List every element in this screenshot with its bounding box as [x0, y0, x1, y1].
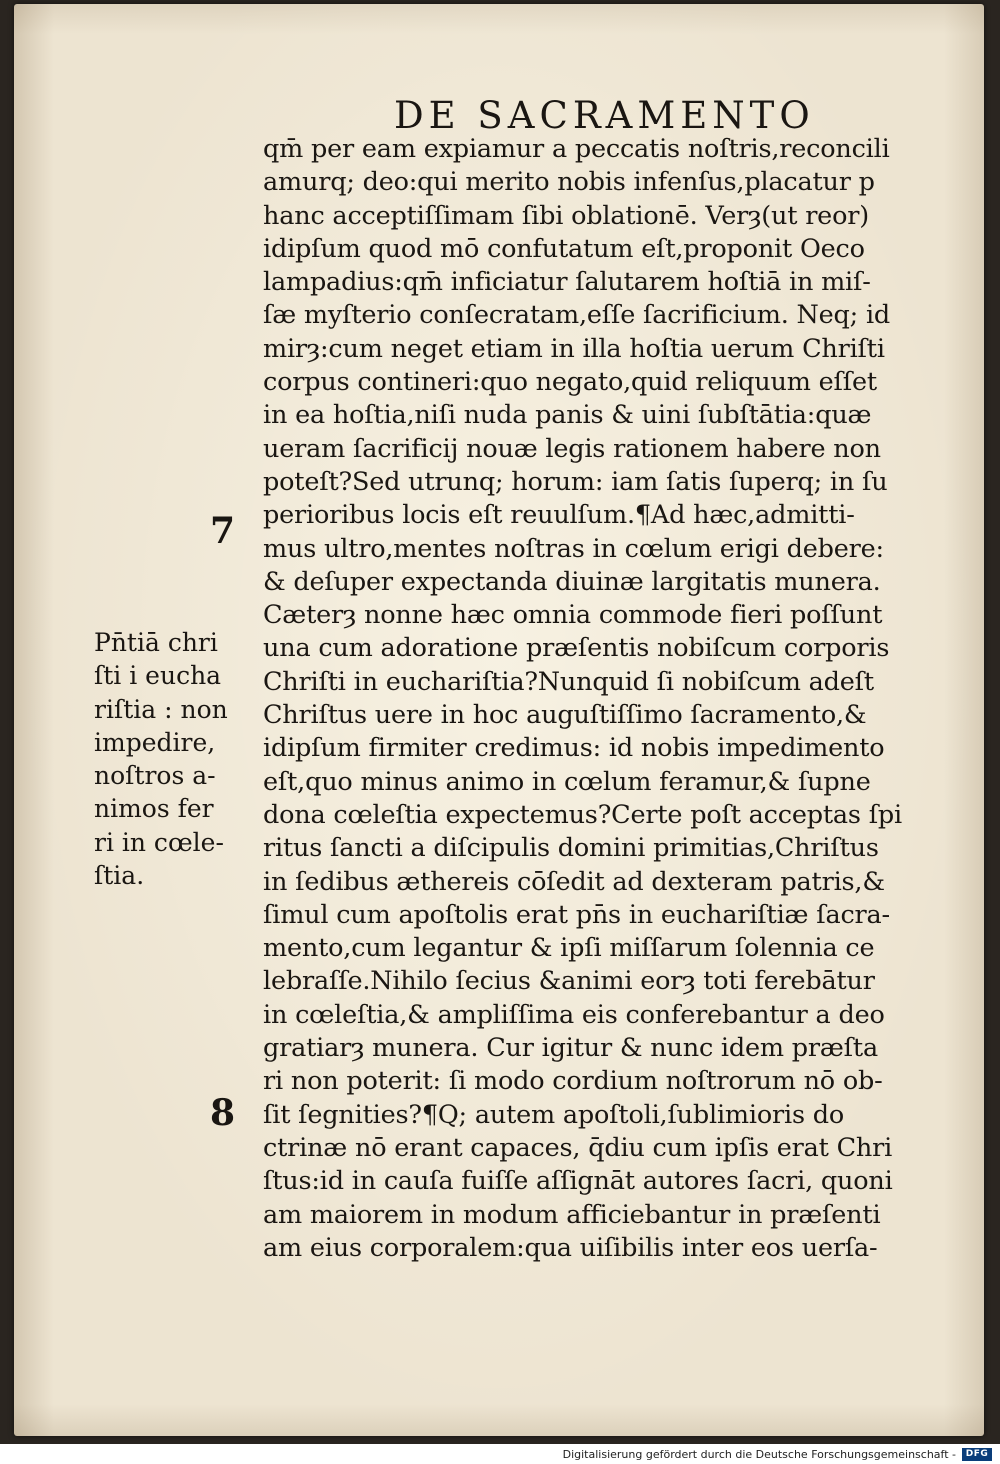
text-line: ſæ myſterio conſecratam,eſſe ſacrificium. Neq; id	[263, 300, 891, 331]
text-line: ctrinæ nō erant capaces, q̄diu cum ipſis erat Chri	[263, 1132, 893, 1163]
text-line: mento,cum legantur & ipſi miſſarum ſolennia ce	[263, 933, 875, 964]
marginal-line: impedire,	[94, 727, 216, 757]
marginal-line: ri in cœle-	[94, 827, 224, 857]
book-page	[14, 4, 984, 1436]
text-line: Chriſtus uere in hoc auguſtiſſimo ſacramento,&	[263, 700, 867, 731]
text-line: eſt,quo minus animo in cœlum feramur,& ſupne	[263, 766, 871, 797]
digitization-credit: Digitalisierung gefördert durch die Deutsche Forschungsgemeinschaft -	[562, 1448, 956, 1461]
text-line: ritus ſancti a diſcipulis domini primitias,Chriſtus	[263, 833, 879, 864]
text-line: ſimul cum apoſtolis erat pn̄s in euchariſtiæ ſacra-	[263, 899, 890, 930]
text-line: mirȝ:cum neget etiam in illa hoſtia uerum Chriſti	[263, 333, 885, 364]
section-number-8: 8	[210, 1092, 236, 1134]
text-line: idipſum quod mō confutatum eſt,proponit Oeco	[263, 233, 865, 264]
text-line: Chriſti in euchariſtia?Nunquid ſi nobiſcum adeſt	[263, 666, 874, 697]
marginal-line: ſtia.	[94, 861, 145, 891]
text-line: lampadius:qm̄ inficiatur ſalutarem hoſtiā in miſ-	[263, 267, 871, 298]
text-line: am maiorem in modum afficiebantur in præſenti	[263, 1199, 881, 1230]
text-line: lebraſſe.Nihilo ſecius &animi eorȝ toti ferebātur	[263, 966, 875, 997]
text-line: ſtus:id in cauſa fuiſſe aſſignāt autores ſacri, quoni	[263, 1166, 893, 1197]
text-line: mus ultro,mentes noſtras in cœlum erigi debere:	[263, 533, 884, 564]
text-line: poteſt?Sed utrunq; horum: iam ſatis ſuperq; in ſu	[263, 466, 888, 497]
text-line: dona cœleſtia expectemus?Certe poſt acceptas ſpi	[263, 799, 903, 830]
text-line: corpus contineri:quo negato,quid reliquum eſſet	[263, 367, 877, 398]
marginal-line: Pn̄tiā chri	[94, 628, 218, 657]
text-line: in ea hoſtia,niſi nuda panis & uini ſubſtātia:quæ	[263, 400, 872, 431]
text-line: idipſum firmiter credimus: id nobis impedimento	[263, 733, 885, 764]
text-line: ri non poterit: ſi modo cordium noſtrorum nō ob-	[263, 1066, 883, 1097]
text-line: ueram ſacrificij nouæ legis rationem habere non	[263, 433, 881, 464]
text-line: in ſedibus æthereis cōſedit ad dexteram patris,&	[263, 866, 885, 897]
text-line: una cum adoratione præſentis nobiſcum corporis	[263, 633, 890, 664]
text-line: in cœleſtia,& ampliſſima eis conferebantur a deo	[263, 999, 885, 1030]
marginal-line: noſtros a-	[94, 761, 216, 791]
marginal-line: riſtia : non	[94, 694, 228, 724]
text-line: & deſuper expectanda diuinæ largitatis munera.	[263, 566, 881, 597]
text-line: am eius corporalem:qua uiſibilis inter eos uerſa-	[263, 1232, 878, 1263]
text-line: Cæterȝ nonne hæc omnia commode fieri poſſunt	[263, 600, 883, 631]
text-line: amurq; deo:qui merito nobis infenſus,placatur p	[263, 167, 875, 198]
main-text-block	[263, 133, 953, 1265]
marginal-line: nimos fer	[94, 794, 214, 824]
running-header: DE SACRAMENTO	[394, 94, 815, 137]
text-line: ſit ſegnities?¶Q; autem apoſtoli,ſublimioris do	[263, 1099, 845, 1130]
text-line: perioribus locis eſt reuulſum.¶Ad hæc,admitti-	[263, 500, 855, 531]
marginal-note	[94, 626, 244, 892]
text-line: hanc acceptiſſimam ſibi oblationē. Verȝ(ut reor)	[263, 200, 869, 231]
text-line: qm̄ per eam expiamur a peccatis noſtris,reconcili	[263, 134, 890, 164]
text-line: gratiarȝ munera. Cur igitur & nunc idem præſta	[263, 1033, 878, 1064]
marginal-line: ſti i eucha	[94, 661, 222, 691]
dfg-logo: DFG	[962, 1448, 992, 1461]
section-number-7: 7	[210, 510, 236, 552]
